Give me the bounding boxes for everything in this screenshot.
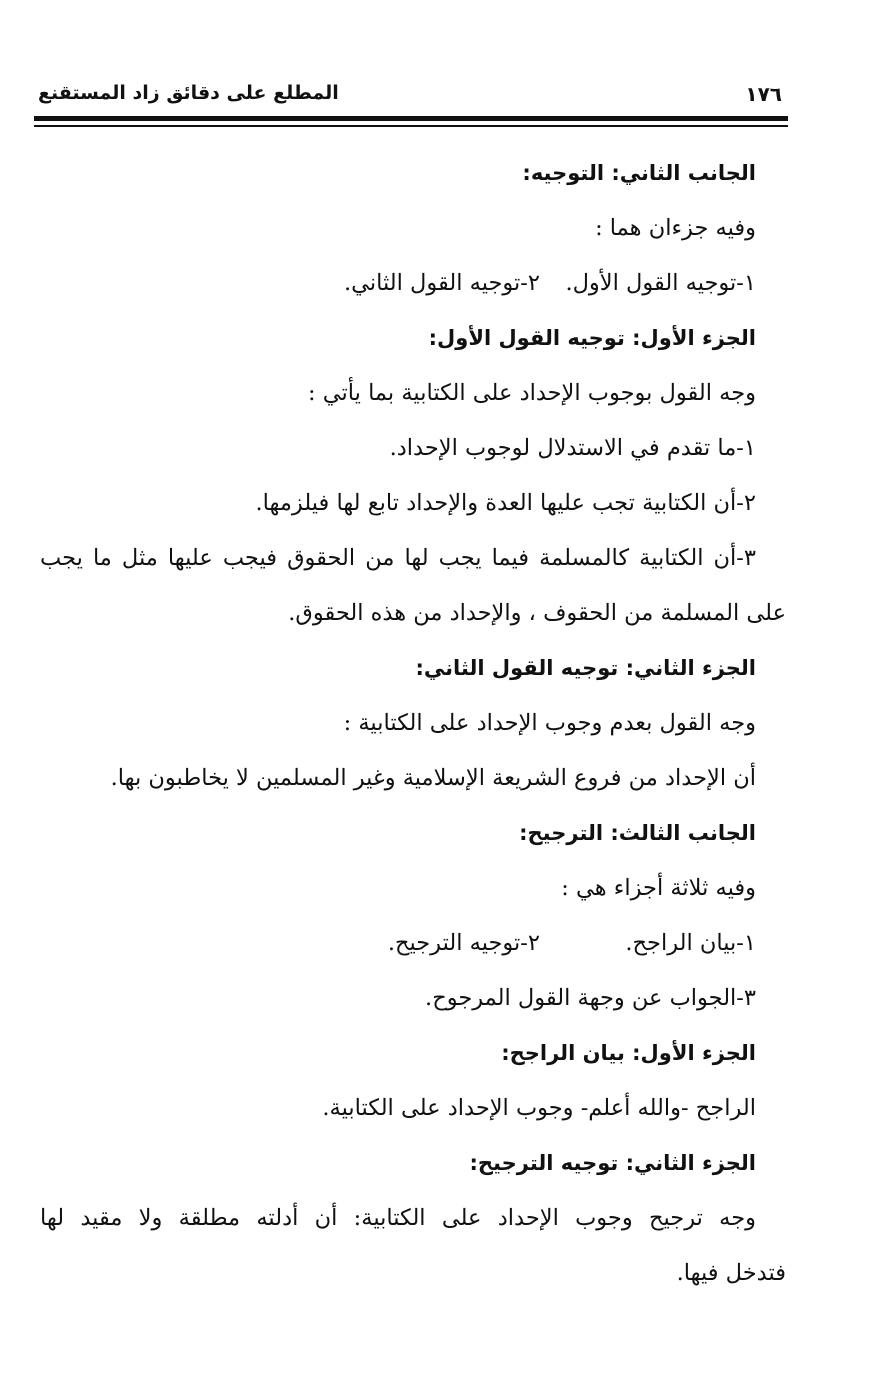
paragraph-line: وجه ترجيح وجوب الإحداد على الكتابية: أن أدلته مطلقة ولا مقيد لها [40, 1205, 756, 1231]
list-item: ٣-الجواب عن وجهة القول المرجوح. [425, 985, 756, 1011]
header-rule-thin [34, 125, 788, 127]
section-heading: الجانب الثاني: التوجيه: [522, 161, 756, 185]
paragraph-line: فتدخل فيها. [676, 1260, 786, 1286]
list-item: ٢-توجيه القول الثاني. [343, 270, 540, 296]
paragraph-line: وفيه جزءان هما : [595, 215, 756, 241]
header-rule-thick [34, 116, 788, 121]
subsection-heading: الجزء الأول: بيان الراجح: [501, 1041, 756, 1065]
subsection-heading: الجزء الأول: توجيه القول الأول: [428, 326, 756, 350]
list-item: ٣-أن الكتابية كالمسلمة فيما يجب لها من الحقوق فيجب عليها مثل ما يجب [40, 545, 756, 571]
list-item: ١-بيان الراجح. [625, 930, 756, 956]
list-row [40, 256, 756, 311]
running-title: المطلع على دقائق زاد المستقنع [38, 82, 339, 104]
list-item: ٢-توجيه الترجيح. [387, 930, 540, 956]
page-number: ١٧٦ [745, 82, 782, 106]
subsection-heading: الجزء الثاني: توجيه القول الثاني: [415, 656, 756, 680]
page-header [36, 80, 790, 110]
section-heading: الجانب الثالث: الترجيح: [519, 821, 756, 845]
list-item: ١-توجيه القول الأول. [565, 270, 756, 296]
paragraph-line: وجه القول بوجوب الإحداد على الكتابية بما يأتي : [308, 380, 756, 406]
list-item: ١-ما تقدم في الاستدلال لوجوب الإحداد. [389, 435, 756, 461]
paragraph-line: وفيه ثلاثة أجزاء هي : [561, 875, 756, 901]
paragraph-line: أن الإحداد من فروع الشريعة الإسلامية وغير المسلمين لا يخاطبون بها. [110, 765, 756, 791]
page-body [40, 146, 786, 1301]
paragraph-line: على المسلمة من الحقوف ، والإحداد من هذه الحقوق. [288, 600, 786, 626]
list-item: ٢-أن الكتابية تجب عليها العدة والإحداد تابع لها فيلزمها. [255, 490, 756, 516]
subsection-heading: الجزء الثاني: توجيه الترجيح: [469, 1151, 756, 1175]
list-row [40, 916, 756, 971]
paragraph-line: وجه القول بعدم وجوب الإحداد على الكتابية : [343, 710, 756, 736]
paragraph-line: الراجح -والله أعلم- وجوب الإحداد على الكتابية. [322, 1095, 756, 1121]
